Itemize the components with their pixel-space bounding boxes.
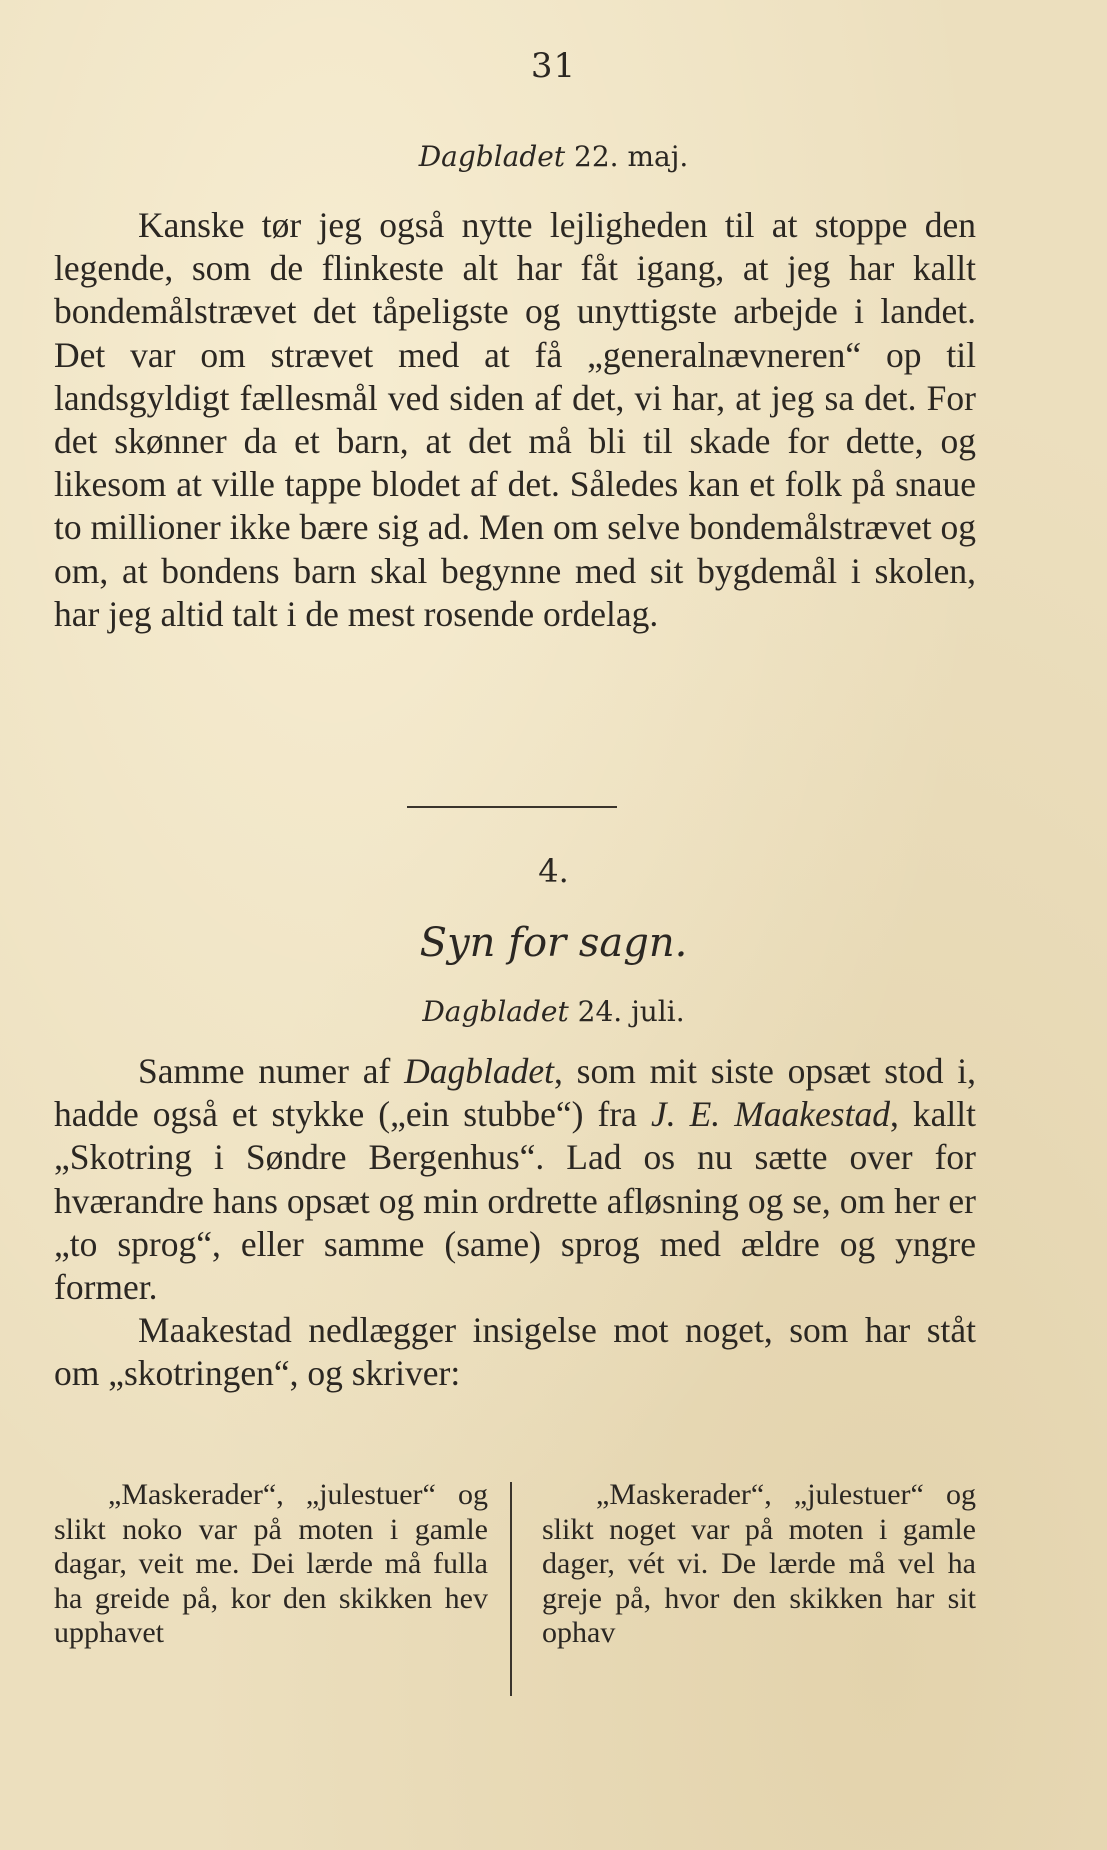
parallel-text-columns [54,1478,976,1698]
paragraph-2-lead: Samme numer af [138,1051,405,1091]
dateline-date: 24. juli. [577,995,685,1028]
section-number: 4. [538,852,569,890]
column-right [542,1478,976,1651]
newspaper-name: Dagbladet [404,1051,554,1091]
dateline [0,140,1107,173]
column-right-text: „Maskerader“, „julestuer“ og slikt noget var på moten i gamle dager, vét vi. De lærde må vel ha greje på, hvor den skikken har sit ophav [542,1478,976,1649]
paragraph-3-text: Maakestad nedlægger insigelse mot noget, som har ståt om „skotringen“, og skriver: [54,1310,976,1394]
column-left [54,1478,488,1651]
column-divider [510,1482,512,1696]
paragraph-2-end: , kallt „Skotring i Søndre Bergenhus“. Lad os nu sætte over for hværandre hans opsæt og min ordrette afløsning og se, om her er „to sprog“, eller samme (same) sprog med ældre og yngre former. [54,1094,976,1308]
paragraph-2-middle: , som mit siste opsæt stod i, hadde også et stykke („ein stubbe“) fra [54,1051,976,1135]
dateline [0,995,1107,1028]
column-left-text: „Maskerader“, „julestuer“ og slikt noko var på moten i gamle dagar, veit me. Dei lærde må fulla ha greide på, kor den skikken hev upphavet [54,1478,488,1649]
section-title: Syn for sagn. [419,920,688,966]
author-name: J. E. Maakestad [650,1094,890,1135]
paragraph-1 [54,204,976,636]
paragraph-2-text [54,1050,976,1309]
paragraph-1-text: Kanske tør jeg også nytte lejligheden til at stoppe den legende, som de flinkeste alt har fåt igang, at jeg har kallt bondemålstrævet det tåpeligste og unyttigste arbejde i landet. Det var om strævet med at få „generalnævneren“ op til landsgyldigt fællesmål ved siden af det, vi har, at jeg sa det. For det skønner da et barn, at det må bli til skade for dette, og likesom at ville tappe blodet af det. Således kan et folk på snaue to millioner ikke bære sig ad. Men om selve bondemålstrævet og om, at bondens barn skal begynne med sit bygdemål i skolen, har jeg altid talt i de mest rosende ordelag. [54,205,976,634]
dateline-date: 22. maj. [574,140,689,173]
paragraph-2 [54,1050,976,1396]
newspaper-name: Dagbladet [422,995,569,1028]
section-divider [407,806,617,808]
newspaper-name: Dagbladet [418,140,566,173]
page-number: 31 [530,46,577,86]
